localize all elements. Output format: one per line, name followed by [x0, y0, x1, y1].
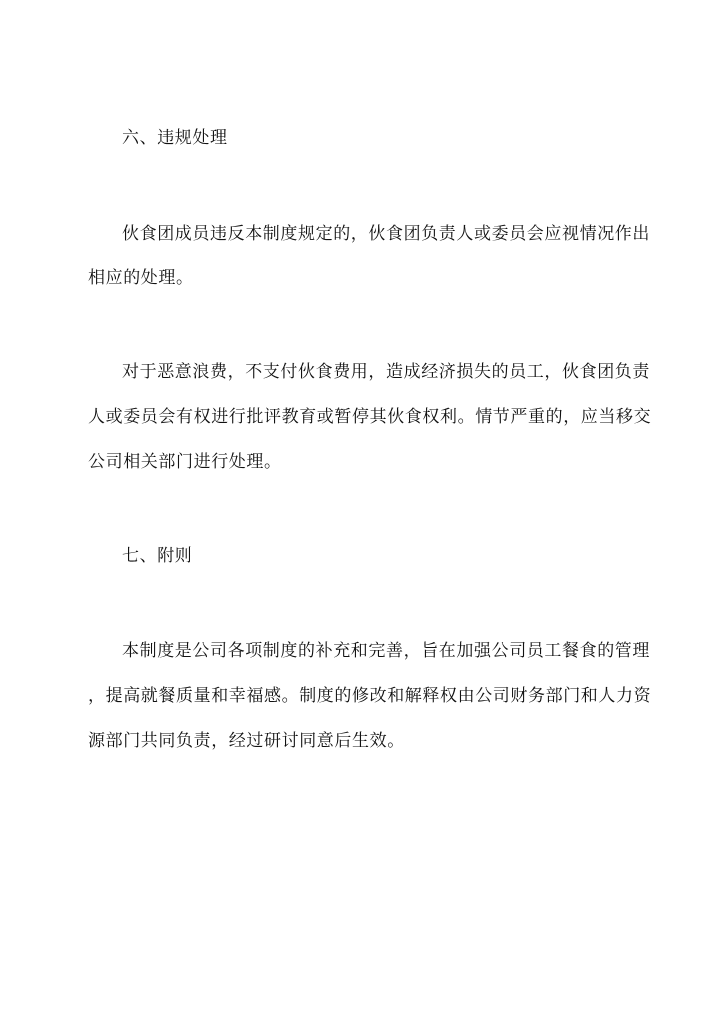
paragraph-line: 对于恶意浪费，不支付伙食费用，造成经济损失的员工，伙食团负责 [122, 362, 650, 382]
paragraph-line: 本制度是公司各项制度的补充和完善，旨在加强公司员工餐食的管理 [122, 641, 650, 661]
paragraph-line: 公司相关部门进行处理。 [88, 452, 282, 472]
paragraph-line: 相应的处理。 [88, 268, 194, 288]
paragraph-line: 源部门共同负责，经过研讨同意后生效。 [88, 731, 405, 751]
section-heading-supplementary: 七、附则 [122, 546, 193, 566]
paragraph-line: 人或委员会有权进行批评教育或暂停其伙食权利。情节严重的，应当移交 [88, 407, 652, 427]
paragraph-line: 伙食团成员违反本制度规定的，伙食团负责人或委员会应视情况作出 [122, 224, 650, 244]
section-heading-violations: 六、违规处理 [122, 128, 228, 148]
paragraph-line: ，提高就餐质量和幸福感。制度的修改和解释权由公司财务部门和人力资 [88, 686, 652, 706]
